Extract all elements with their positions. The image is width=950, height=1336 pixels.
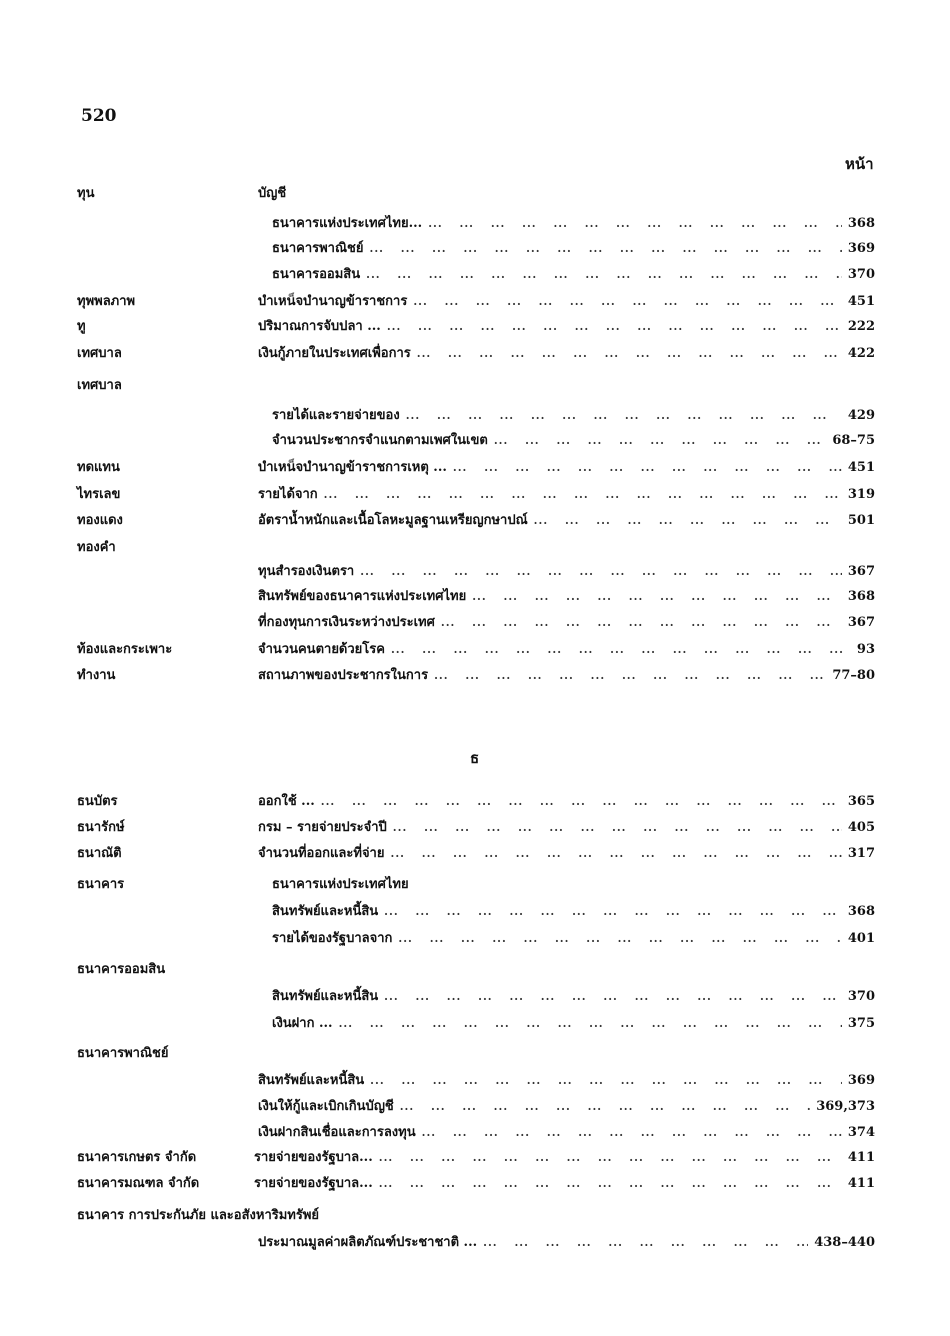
dot-leader — [393, 821, 842, 834]
page-reference: 451 — [847, 294, 875, 309]
index-entry — [0, 1202, 950, 1226]
dot-leader — [321, 795, 842, 808]
page-reference: 367 — [847, 564, 875, 579]
page-number: 520 — [81, 106, 117, 126]
index-entry — [0, 840, 950, 864]
dot-leader — [391, 643, 851, 656]
index-subentry — [258, 638, 875, 659]
index-term: ทุน — [77, 186, 95, 201]
index-entry — [0, 788, 950, 812]
dot-leader — [398, 932, 841, 945]
index-entry — [0, 1040, 950, 1064]
index-subentry-text: ออกใช้ ... — [258, 794, 315, 809]
index-subentry-text: ที่กองทุนการเงินระหว่างประเทศ — [258, 615, 435, 630]
page-reference: 501 — [847, 513, 875, 528]
index-subentry-text: ธนาคารออมสิน — [272, 267, 361, 282]
page-reference: 368 — [847, 216, 875, 231]
page-reference: 369 — [847, 241, 875, 256]
index-subentry-text: ทุนสำรองเงินตรา — [258, 564, 355, 579]
index-term: ธนบัตร — [77, 794, 118, 809]
index-term: ธนาคาร — [77, 877, 125, 892]
index-subentry — [254, 1172, 875, 1193]
index-subentry — [258, 816, 875, 837]
index-entry — [0, 261, 950, 285]
index-subentry-text: รายได้ของรัฐบาลจาก — [272, 931, 393, 946]
index-subentry — [258, 585, 875, 606]
page-reference: 222 — [847, 319, 875, 334]
dot-leader — [387, 320, 842, 333]
page-reference: 411 — [847, 1150, 875, 1165]
index-subentry — [272, 927, 875, 948]
dot-leader — [422, 1126, 842, 1139]
index-subentry-text: บำเหน็จบำนาญข้าราชการ — [258, 294, 408, 309]
page-reference: 405 — [847, 820, 875, 835]
dot-leader — [384, 905, 842, 918]
index-subentry — [258, 790, 875, 811]
dot-leader — [534, 514, 842, 527]
dot-leader — [483, 1236, 808, 1249]
index-entry — [0, 814, 950, 838]
page-reference: 369,373 — [816, 1099, 875, 1114]
dot-leader — [494, 434, 826, 447]
index-subentry-text: บำเหน็จบำนาญข้าราชการเหตุ ... — [258, 460, 447, 475]
page-reference: 369 — [847, 1073, 875, 1088]
index-entry — [0, 427, 950, 451]
index-entry — [0, 534, 950, 558]
index-subentry — [258, 1231, 875, 1252]
index-entry — [0, 1229, 950, 1253]
index-term: ทองคำ — [77, 540, 116, 555]
page-reference: 422 — [847, 346, 875, 361]
index-subentry — [258, 456, 875, 477]
dot-leader — [379, 1151, 842, 1164]
page-reference: 370 — [847, 989, 875, 1004]
index-entry — [0, 609, 950, 633]
index-entry — [0, 1067, 950, 1091]
dot-leader — [324, 488, 842, 501]
page-reference: 370 — [847, 267, 875, 282]
dot-leader — [434, 669, 826, 682]
index-entry — [0, 235, 950, 259]
index-subentry-text: เงินกู้ภายในประเทศเพื่อการ — [258, 346, 411, 361]
index-entry — [0, 372, 950, 396]
index-subentry-text: รายจ่ายของรัฐบาล... — [254, 1150, 373, 1165]
index-subentry-text: ธนาคารแห่งประเทศไทย — [272, 877, 409, 892]
index-subentry-text: จำนวนประชากรจำแนกตามเพศในเขต — [272, 433, 488, 448]
index-subentry-text: เงินฝาก ... — [272, 1016, 333, 1031]
index-subentry-text: สถานภาพของประชากรในการ — [258, 668, 429, 683]
dot-leader — [390, 847, 841, 860]
dot-leader — [369, 242, 841, 255]
index-subentry-text: รายได้จาก — [258, 487, 318, 502]
index-subentry — [258, 842, 875, 863]
index-subentry — [272, 237, 875, 258]
index-entry — [0, 1119, 950, 1143]
page-reference: 319 — [847, 487, 875, 502]
index-entry — [0, 636, 950, 660]
page-reference: 451 — [847, 460, 875, 475]
index-subentry — [258, 1069, 875, 1090]
index-subentry-text: บัญชี — [258, 186, 287, 201]
index-subentry-text: ธนาคารแห่งประเทศไทย... — [272, 216, 423, 231]
index-subentry-text: กรม – รายจ่ายประจำปี — [258, 820, 387, 835]
page-reference: 365 — [847, 794, 875, 809]
index-term: ทดแทน — [77, 460, 120, 475]
index-subentry-text: สินทรัพย์ของธนาคารแห่งประเทศไทย — [258, 589, 467, 604]
index-entry — [0, 662, 950, 686]
index-entry — [0, 313, 950, 337]
index-term: ทำงาน — [77, 668, 116, 683]
index-entry — [0, 925, 950, 949]
index-subentry-text: สินทรัพย์และหนี้สิน — [272, 904, 379, 919]
dot-leader — [400, 1100, 810, 1113]
page-reference: 401 — [847, 931, 875, 946]
index-subentry-text: ธนาคารพาณิชย์ — [272, 241, 364, 256]
dot-leader — [360, 565, 842, 578]
index-subentry — [254, 1146, 875, 1167]
index-subentry — [272, 404, 875, 425]
index-subentry — [258, 483, 875, 504]
index-term: ธนาณัติ — [77, 846, 122, 861]
index-entry — [0, 402, 950, 426]
dot-leader — [339, 1017, 842, 1030]
page-reference: 375 — [847, 1016, 875, 1031]
dot-leader — [370, 1074, 842, 1087]
index-subentry-text: เงินฝากสินเชื่อและการลงทุน — [258, 1125, 416, 1140]
dot-leader — [384, 990, 842, 1003]
index-subentry — [258, 290, 875, 311]
dot-leader — [428, 217, 842, 230]
dot-leader — [472, 590, 842, 603]
index-term: ธนาคารมณฑล จำกัด — [77, 1176, 200, 1191]
index-subentry — [272, 985, 875, 1006]
index-term: ทองแดง — [77, 513, 123, 528]
index-subentry — [258, 182, 286, 203]
dot-leader — [413, 295, 842, 308]
page-reference: 367 — [847, 615, 875, 630]
index-subentry-text: รายได้และรายจ่ายของ — [272, 408, 400, 423]
index-term: ไทรเลข — [77, 487, 121, 502]
index-subentry-text: รายจ่ายของรัฐบาล... — [254, 1176, 373, 1191]
index-subentry — [272, 429, 875, 450]
page-reference: 368 — [847, 589, 875, 604]
index-entry — [0, 1093, 950, 1117]
page-column-header: หน้า — [845, 155, 874, 173]
index-entry — [0, 898, 950, 922]
index-subentry — [272, 212, 875, 233]
index-term: ธนารักษ์ — [77, 820, 125, 835]
section-letter: ธ — [470, 749, 480, 767]
index-subentry-text: สินทรัพย์และหนี้สิน — [272, 989, 379, 1004]
page-reference: 429 — [847, 408, 875, 423]
index-entry — [0, 1170, 950, 1194]
dot-leader — [379, 1177, 842, 1190]
index-subentry-text: จำนวนคนตายด้วยโรค — [258, 642, 385, 657]
index-entry — [0, 340, 950, 364]
page-reference: 68–75 — [832, 433, 875, 448]
page-reference: 93 — [856, 642, 875, 657]
index-subentry — [258, 315, 875, 336]
index-entry — [0, 481, 950, 505]
page-reference: 411 — [847, 1176, 875, 1191]
page-reference: 77–80 — [832, 668, 875, 683]
index-entry — [0, 558, 950, 582]
index-subentry — [258, 1095, 875, 1116]
index-entry — [0, 956, 950, 980]
index-subentry-text: ประมาณมูลค่าผลิตภัณฑ์ประชาชาติ ... — [258, 1235, 478, 1250]
index-entry — [0, 210, 950, 234]
index-subentry — [258, 664, 875, 685]
index-subentry-text: สินทรัพย์และหนี้สิน — [258, 1073, 365, 1088]
index-entry — [0, 1144, 950, 1168]
index-subentry — [272, 263, 875, 284]
index-subentry-text: เงินให้กู้และเบิกเกินบัญชี — [258, 1099, 394, 1114]
index-subentry — [272, 873, 409, 894]
index-entry — [0, 288, 950, 312]
index-subentry — [272, 1012, 875, 1033]
page-reference: 374 — [847, 1125, 875, 1140]
page-reference: 317 — [847, 846, 875, 861]
index-subentry — [258, 560, 875, 581]
index-subentry — [258, 1121, 875, 1142]
index-subentry — [272, 900, 875, 921]
index-entry — [0, 507, 950, 531]
dot-leader — [453, 461, 842, 474]
index-term: ทุพพลภาพ — [77, 294, 136, 309]
index-subentry-text: จำนวนที่ออกและที่จ่าย — [258, 846, 385, 861]
index-entry — [0, 1010, 950, 1034]
dot-leader — [417, 347, 842, 360]
index-term: ธนาคารเกษตร จำกัด — [77, 1150, 197, 1165]
index-subentry-text: อัตราน้ำหนักและเนื้อโลหะมูลฐานเหรียญกษาปณ์ — [258, 513, 528, 528]
index-subentry — [258, 342, 875, 363]
index-term: ธนาคาร การประกันภัย และอสังหาริมทรัพย์ — [77, 1208, 320, 1223]
index-term: เทศบาล — [77, 346, 122, 361]
index-entry — [0, 983, 950, 1007]
index-term: ท้องและกระเพาะ — [77, 642, 173, 657]
dot-leader — [406, 409, 842, 422]
index-term: ธนาคารออมสิน — [77, 962, 166, 977]
index-entry — [0, 454, 950, 478]
index-subentry-text: ปริมาณการจับปลา ... — [258, 319, 381, 334]
dot-leader — [441, 616, 842, 629]
page-reference: 368 — [847, 904, 875, 919]
index-entry — [0, 871, 950, 895]
index-term: เทศบาล — [77, 378, 122, 393]
index-term: ธนาคารพาณิชย์ — [77, 1046, 169, 1061]
index-subentry — [258, 509, 875, 530]
index-term: ทู — [77, 319, 86, 334]
index-subentry — [258, 611, 875, 632]
page-reference: 438–440 — [814, 1235, 875, 1250]
index-entry — [0, 180, 950, 204]
dot-leader — [366, 268, 842, 281]
index-entry — [0, 583, 950, 607]
